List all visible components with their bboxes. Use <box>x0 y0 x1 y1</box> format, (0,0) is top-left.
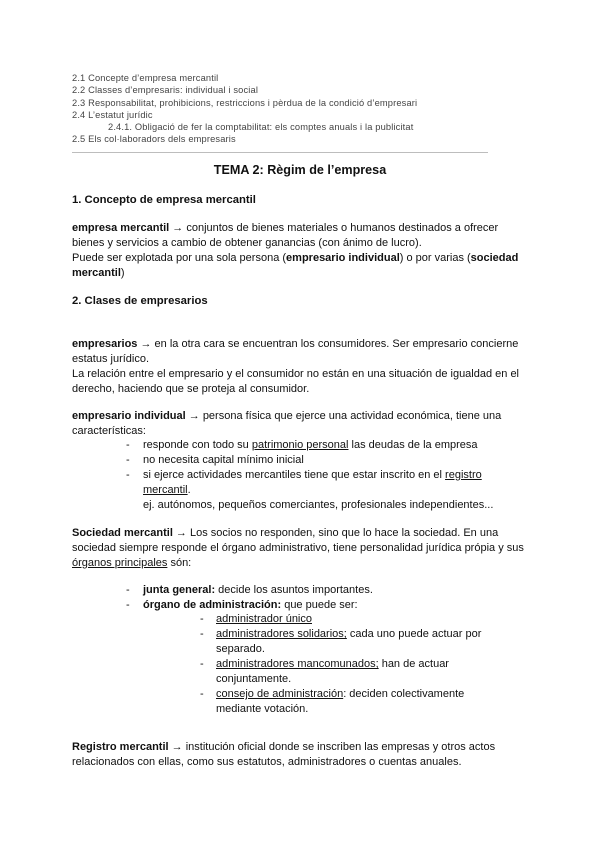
underlined-term: registro mercantil <box>143 469 482 496</box>
heading-text: 2. Clases de empresarios <box>72 295 208 307</box>
definition-text: → persona física que ejerce una actividad económica, tiene una características: <box>72 410 502 437</box>
term: órgano de administración: <box>143 599 282 611</box>
text: cada uno puede actuar por separado. <box>216 628 482 655</box>
administration-types-list <box>200 612 506 717</box>
section-1-heading <box>72 193 528 208</box>
paragraph-sociedad-mercantil <box>72 526 528 571</box>
term: sociedad mercantil <box>72 252 519 279</box>
text: . <box>187 484 191 496</box>
toc-item[interactable]: 2.2 Classes d’empresaris: individual i social <box>72 85 259 96</box>
text: que puede ser: <box>281 599 358 611</box>
underlined-term: administradores solidarios; <box>216 628 347 640</box>
characteristics-list <box>126 438 528 513</box>
bullet-dash: - <box>126 469 130 481</box>
term: Registro mercantil <box>72 741 169 753</box>
table-of-contents <box>72 72 417 146</box>
text: si ejerce actividades mercantiles tiene que estar inscrito en el <box>143 469 446 481</box>
list-item <box>126 438 528 453</box>
list-item <box>126 598 528 613</box>
definition-text: → en la otra cara se encuentran los consumidores. Ser empresario concierne estatus jurídico. <box>72 338 519 365</box>
example-line: ej. autónomos, pequeños comerciantes, profesionales independientes... <box>143 499 494 511</box>
text: responde con todo su <box>143 439 252 451</box>
bullet-dash: - <box>126 584 130 596</box>
list-item <box>200 657 506 687</box>
section-2-heading <box>72 294 528 309</box>
term: empresa mercantil <box>72 222 170 234</box>
list-item <box>200 687 506 717</box>
toc-item[interactable]: 2.5 Els col·laboradors dels empresaris <box>72 134 236 145</box>
bullet-dash: - <box>126 599 130 611</box>
text: han de actuar conjuntamente. <box>216 658 449 685</box>
bullet-dash: - <box>126 439 130 451</box>
list-item <box>200 612 506 627</box>
term: empresarios <box>72 338 138 350</box>
text: no necesita capital mínimo inicial <box>143 454 304 466</box>
paragraph-empresarios <box>72 337 528 397</box>
text: són: <box>167 557 192 569</box>
definition-text: → conjuntos de bienes materiales o humanos destinados a ofrecer bienes y servicios a cambio de obtener ganancias (con ánimo de lucro). <box>72 222 499 249</box>
toc-item[interactable]: 2.1 Concepte d’empresa mercantil <box>72 73 219 83</box>
list-item <box>200 627 506 657</box>
bullet-dash: - <box>126 454 130 466</box>
underlined-term: consejo de administración <box>216 688 344 700</box>
underlined-term: patrimonio personal <box>251 439 349 451</box>
heading-text: 1. Concepto de empresa mercantil <box>72 194 256 206</box>
list-item <box>126 583 528 598</box>
definition-text: → Los socios no responden, sino que lo hace la sociedad. En una sociedad siempre responde el órgano administrativo, tiene personalidad jurídica própia y sus <box>72 527 524 554</box>
bullet-dash: - <box>200 628 204 640</box>
toc-item[interactable]: 2.4 L’estatut jurídic <box>72 109 153 120</box>
term: junta general: <box>143 584 216 596</box>
paragraph-registro-mercantil <box>72 740 528 770</box>
bullet-dash: - <box>200 658 204 670</box>
paragraph-text: La relación entre el empresario y el consumidor no están en una situación de igualdad en el derecho, haciendo que se proteja al consumidor. <box>72 368 520 395</box>
underlined-term: administradores mancomunados; <box>216 658 379 670</box>
text: las deudas de la empresa <box>348 439 478 451</box>
text: : deciden colectivamente mediante votación. <box>216 688 465 715</box>
definition-text: → institución oficial donde se inscriben las empresas y otros actos relacionados con ellas, como sus estatutos, administradores o cuentas anuales. <box>72 741 496 768</box>
underlined-term: administrador único <box>216 613 312 625</box>
definition-empresa-mercantil <box>72 221 528 281</box>
text: Puede ser explotada por una sola persona ( <box>72 252 287 264</box>
toc-subitem[interactable]: 2.4.1. Obligació de fer la comptabilitat: els comptes anuals i la publicitat <box>108 122 414 133</box>
paragraph-empresario-individual <box>72 409 528 439</box>
separator-line <box>72 152 488 153</box>
list-item <box>126 453 528 468</box>
list-item <box>126 468 528 498</box>
toc-item[interactable]: 2.3 Responsabilitat, prohibicions, restriccions i pèrdua de la condició d’empresari <box>72 97 418 108</box>
term: empresario individual <box>286 252 400 264</box>
term: empresario individual <box>72 410 186 422</box>
bullet-dash: - <box>200 613 204 625</box>
text: decide los asuntos importantes. <box>215 584 373 596</box>
text: ) o por varias ( <box>399 252 471 264</box>
bullet-dash: - <box>200 688 204 700</box>
term: Sociedad mercantil <box>72 527 173 539</box>
page-title: TEMA 2: Règim de l’empresa <box>213 163 387 177</box>
organs-list <box>126 583 528 613</box>
text: ) <box>120 267 125 279</box>
underlined-term: órganos principales <box>72 557 168 569</box>
